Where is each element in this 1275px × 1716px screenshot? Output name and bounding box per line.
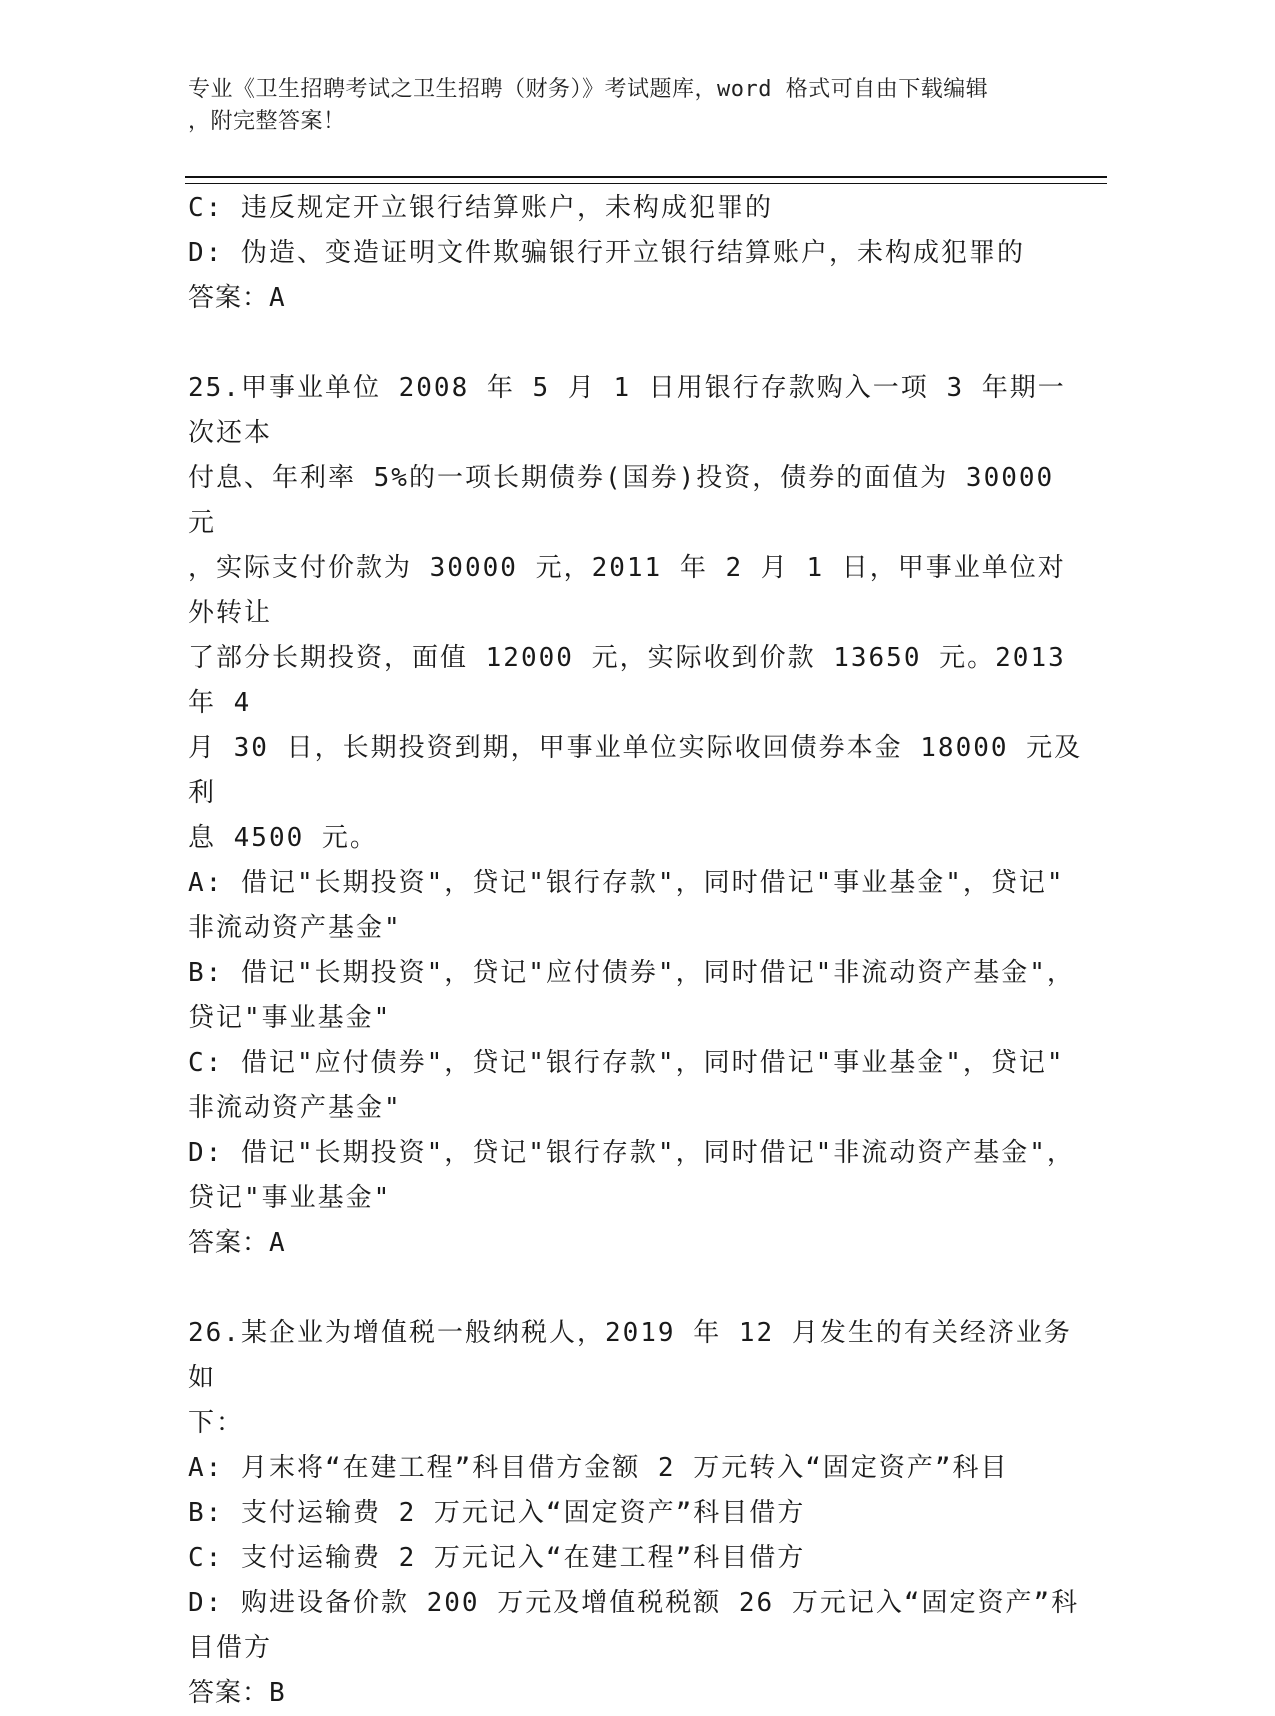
question-26 xyxy=(188,1311,1088,1716)
option-d: D: 伪造、变造证明文件欺骗银行开立银行结算账户，未构成犯罪的 xyxy=(188,238,1025,268)
question-stem-line: 息 4500 元。 xyxy=(188,823,378,853)
option-c: C: 借记"应付债券"，贷记"银行存款"，同时借记"事业基金"，贷记" xyxy=(188,1048,1065,1078)
question-stem-line: ，实际支付价款为 30000 元，2011 年 2 月 1 日，甲事业单位对外转让 xyxy=(188,553,1066,628)
header-title-line-2: ，附完整答案！ xyxy=(188,109,346,134)
option-d-cont: 贷记"事业基金" xyxy=(188,1183,392,1213)
spacer xyxy=(188,321,1088,366)
option-c: C: 违反规定开立银行结算账户，未构成犯罪的 xyxy=(188,193,773,223)
answer-value: A xyxy=(269,283,286,313)
answer-label: 答案： xyxy=(188,283,270,313)
answer-label: 答案： xyxy=(188,1678,270,1708)
prev-question xyxy=(188,186,1088,321)
question-stem-line: 下： xyxy=(188,1408,245,1438)
question-stem-line: 付息、年利率 5%的一项长期债券(国券)投资，债券的面值为 30000 元 xyxy=(188,463,1072,538)
option-b: B: 支付运输费 2 万元记入“固定资产”科目借方 xyxy=(188,1498,806,1528)
answer-line xyxy=(188,1221,1088,1266)
option-d: D: 购进设备价款 200 万元及增值税税额 26 万元记入“固定资产”科 xyxy=(188,1588,1080,1618)
question-25 xyxy=(188,366,1088,1266)
option-b: B: 借记"长期投资"，贷记"应付债券"，同时借记"非流动资产基金"， xyxy=(188,958,1075,988)
answer-label: 答案： xyxy=(188,1228,270,1258)
question-stem-line: 月 30 日，长期投资到期，甲事业单位实际收回债券本金 18000 元及利 xyxy=(188,733,1083,808)
header-title-line-1: 专业《卫生招聘考试之卫生招聘（财务）》考试题库，word 格式可自由下载编辑 xyxy=(188,77,989,102)
option-d-cont: 目借方 xyxy=(188,1633,273,1663)
option-b-cont: 贷记"事业基金" xyxy=(188,1003,392,1033)
option-c-cont: 非流动资产基金" xyxy=(188,1093,402,1123)
spacer xyxy=(188,1266,1088,1311)
question-stem-line: 26.某企业为增值税一般纳税人，2019 年 12 月发生的有关经济业务如 xyxy=(188,1318,1072,1393)
option-a: A: 借记"长期投资"，贷记"银行存款"，同时借记"事业基金"，贷记" xyxy=(188,868,1065,898)
option-d: D: 借记"长期投资"，贷记"银行存款"，同时借记"非流动资产基金"， xyxy=(188,1138,1075,1168)
answer-value: A xyxy=(269,1228,286,1258)
header-divider xyxy=(185,176,1107,184)
answer-line xyxy=(188,276,1088,321)
question-stem-line: 了部分长期投资，面值 12000 元，实际收到价款 13650 元。2013 年 4 xyxy=(188,643,1084,718)
document-body xyxy=(188,186,1088,1716)
option-a-cont: 非流动资产基金" xyxy=(188,913,402,943)
question-stem-line: 25.甲事业单位 2008 年 5 月 1 日用银行存款购入一项 3 年期一次还本 xyxy=(188,373,1066,448)
option-a: A: 月末将“在建工程”科目借方金额 2 万元转入“固定资产”科目 xyxy=(188,1453,1009,1483)
answer-value: B xyxy=(269,1678,286,1708)
answer-line xyxy=(188,1671,1088,1716)
option-c: C: 支付运输费 2 万元记入“在建工程”科目借方 xyxy=(188,1543,806,1573)
document-header xyxy=(188,74,1068,138)
